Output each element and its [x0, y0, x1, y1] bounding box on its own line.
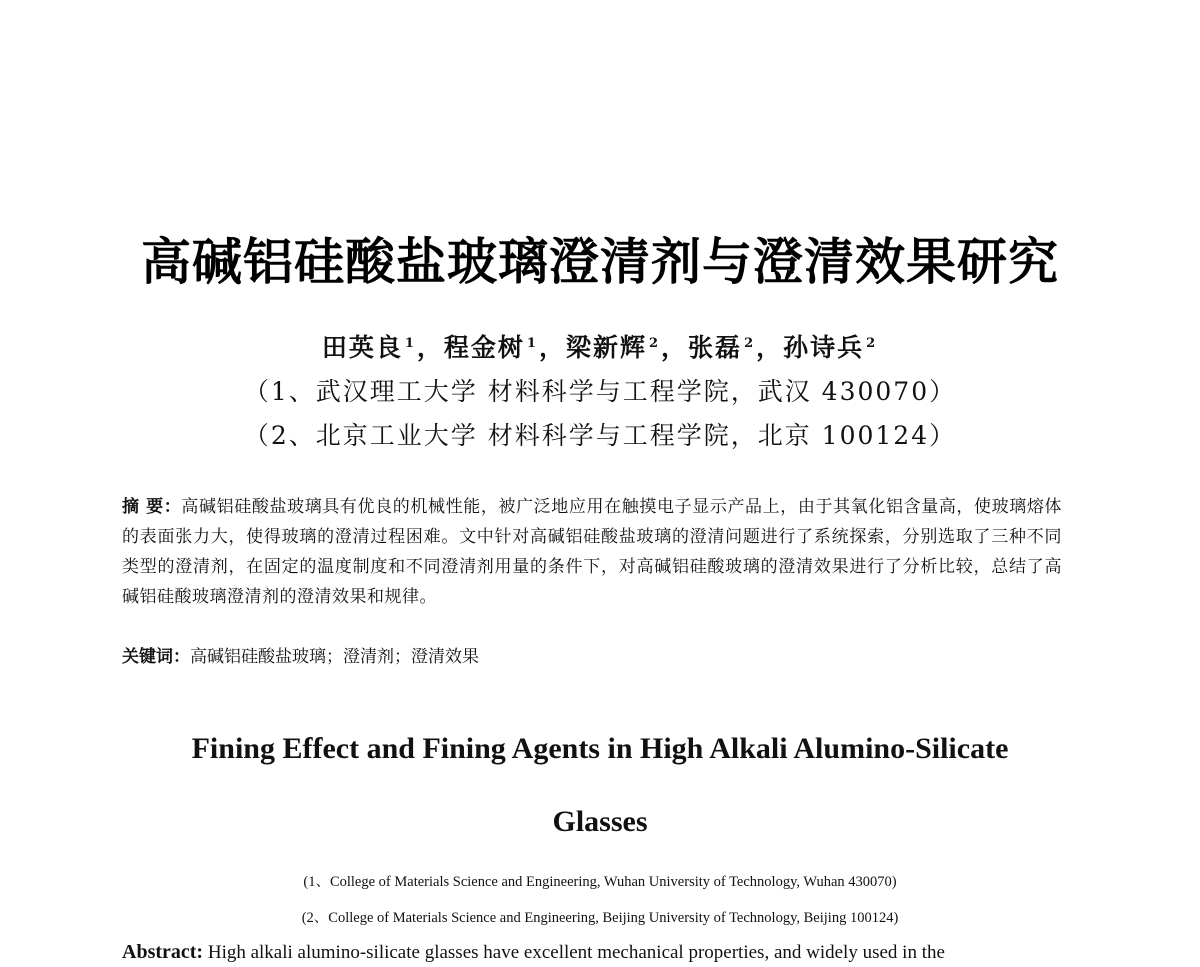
author: 程金树 $^1$，	[443, 333, 566, 362]
abstract-en-label: Abstract:	[122, 941, 204, 963]
author: 梁新辉 $^2$，	[565, 333, 689, 362]
keywords-cn-label: 关键词：	[122, 647, 190, 667]
keywords-cn-text: 高碱铝硅酸盐玻璃；澄清剂；澄清效果	[190, 647, 479, 667]
english-title-line-1: Fining Effect and Fining Agents in High Alkali Alumino-Silicate	[191, 732, 1009, 765]
abstract-cn	[122, 492, 1062, 612]
author: 田英良 $^1$，	[321, 333, 444, 362]
abstract-cn-text: 高碱铝硅酸盐玻璃具有优良的机械性能，被广泛地应用在触摸电子显示产品上，由于其氧化铝含量高，使玻璃熔体的表面张力大，使得玻璃的澄清过程困难。文中针对高碱铝硅酸盐玻璃的澄清问题进行了系统探索，分别选取了三种不同类型的澄清剂，在固定的温度制度和不同澄清剂用量的条件下，对高碱铝硅酸玻璃的澄清效果进行了分析比较，总结了高碱铝硅酸玻璃澄清剂的澄清效果和规律。	[122, 497, 1063, 607]
chinese-title: 高碱铝硅酸盐玻璃澄清剂与澄清效果研究	[141, 233, 1059, 291]
abstract-cn-label: 摘 要：	[122, 497, 182, 517]
english-title-line-2: Glasses	[552, 805, 648, 838]
keywords-cn	[122, 642, 1062, 672]
abstract-en	[122, 938, 1062, 967]
author: 张磊 $^2$，	[688, 333, 784, 362]
abstract-en-text: High alkali alumino-silicate glasses have excellent mechanical properties, and widely used in the	[203, 942, 945, 963]
affiliation-en-1: (1、College of Materials Science and Engineering, Wuhan University of Technology, Wuhan 430070)	[303, 874, 897, 890]
author-list	[0, 328, 1200, 364]
affiliation-cn-1: （1、武汉理工大学 材料科学与工程学院，武汉 430070）	[243, 377, 957, 406]
affiliation-cn-2: （2、北京工业大学 材料科学与工程学院，北京 100124）	[243, 421, 957, 450]
affiliation-en-2: (2、College of Materials Science and Engineering, Beijing University of Technology, Beijing 100124)	[301, 910, 899, 926]
author: 孙诗兵 $^2$	[783, 333, 878, 362]
